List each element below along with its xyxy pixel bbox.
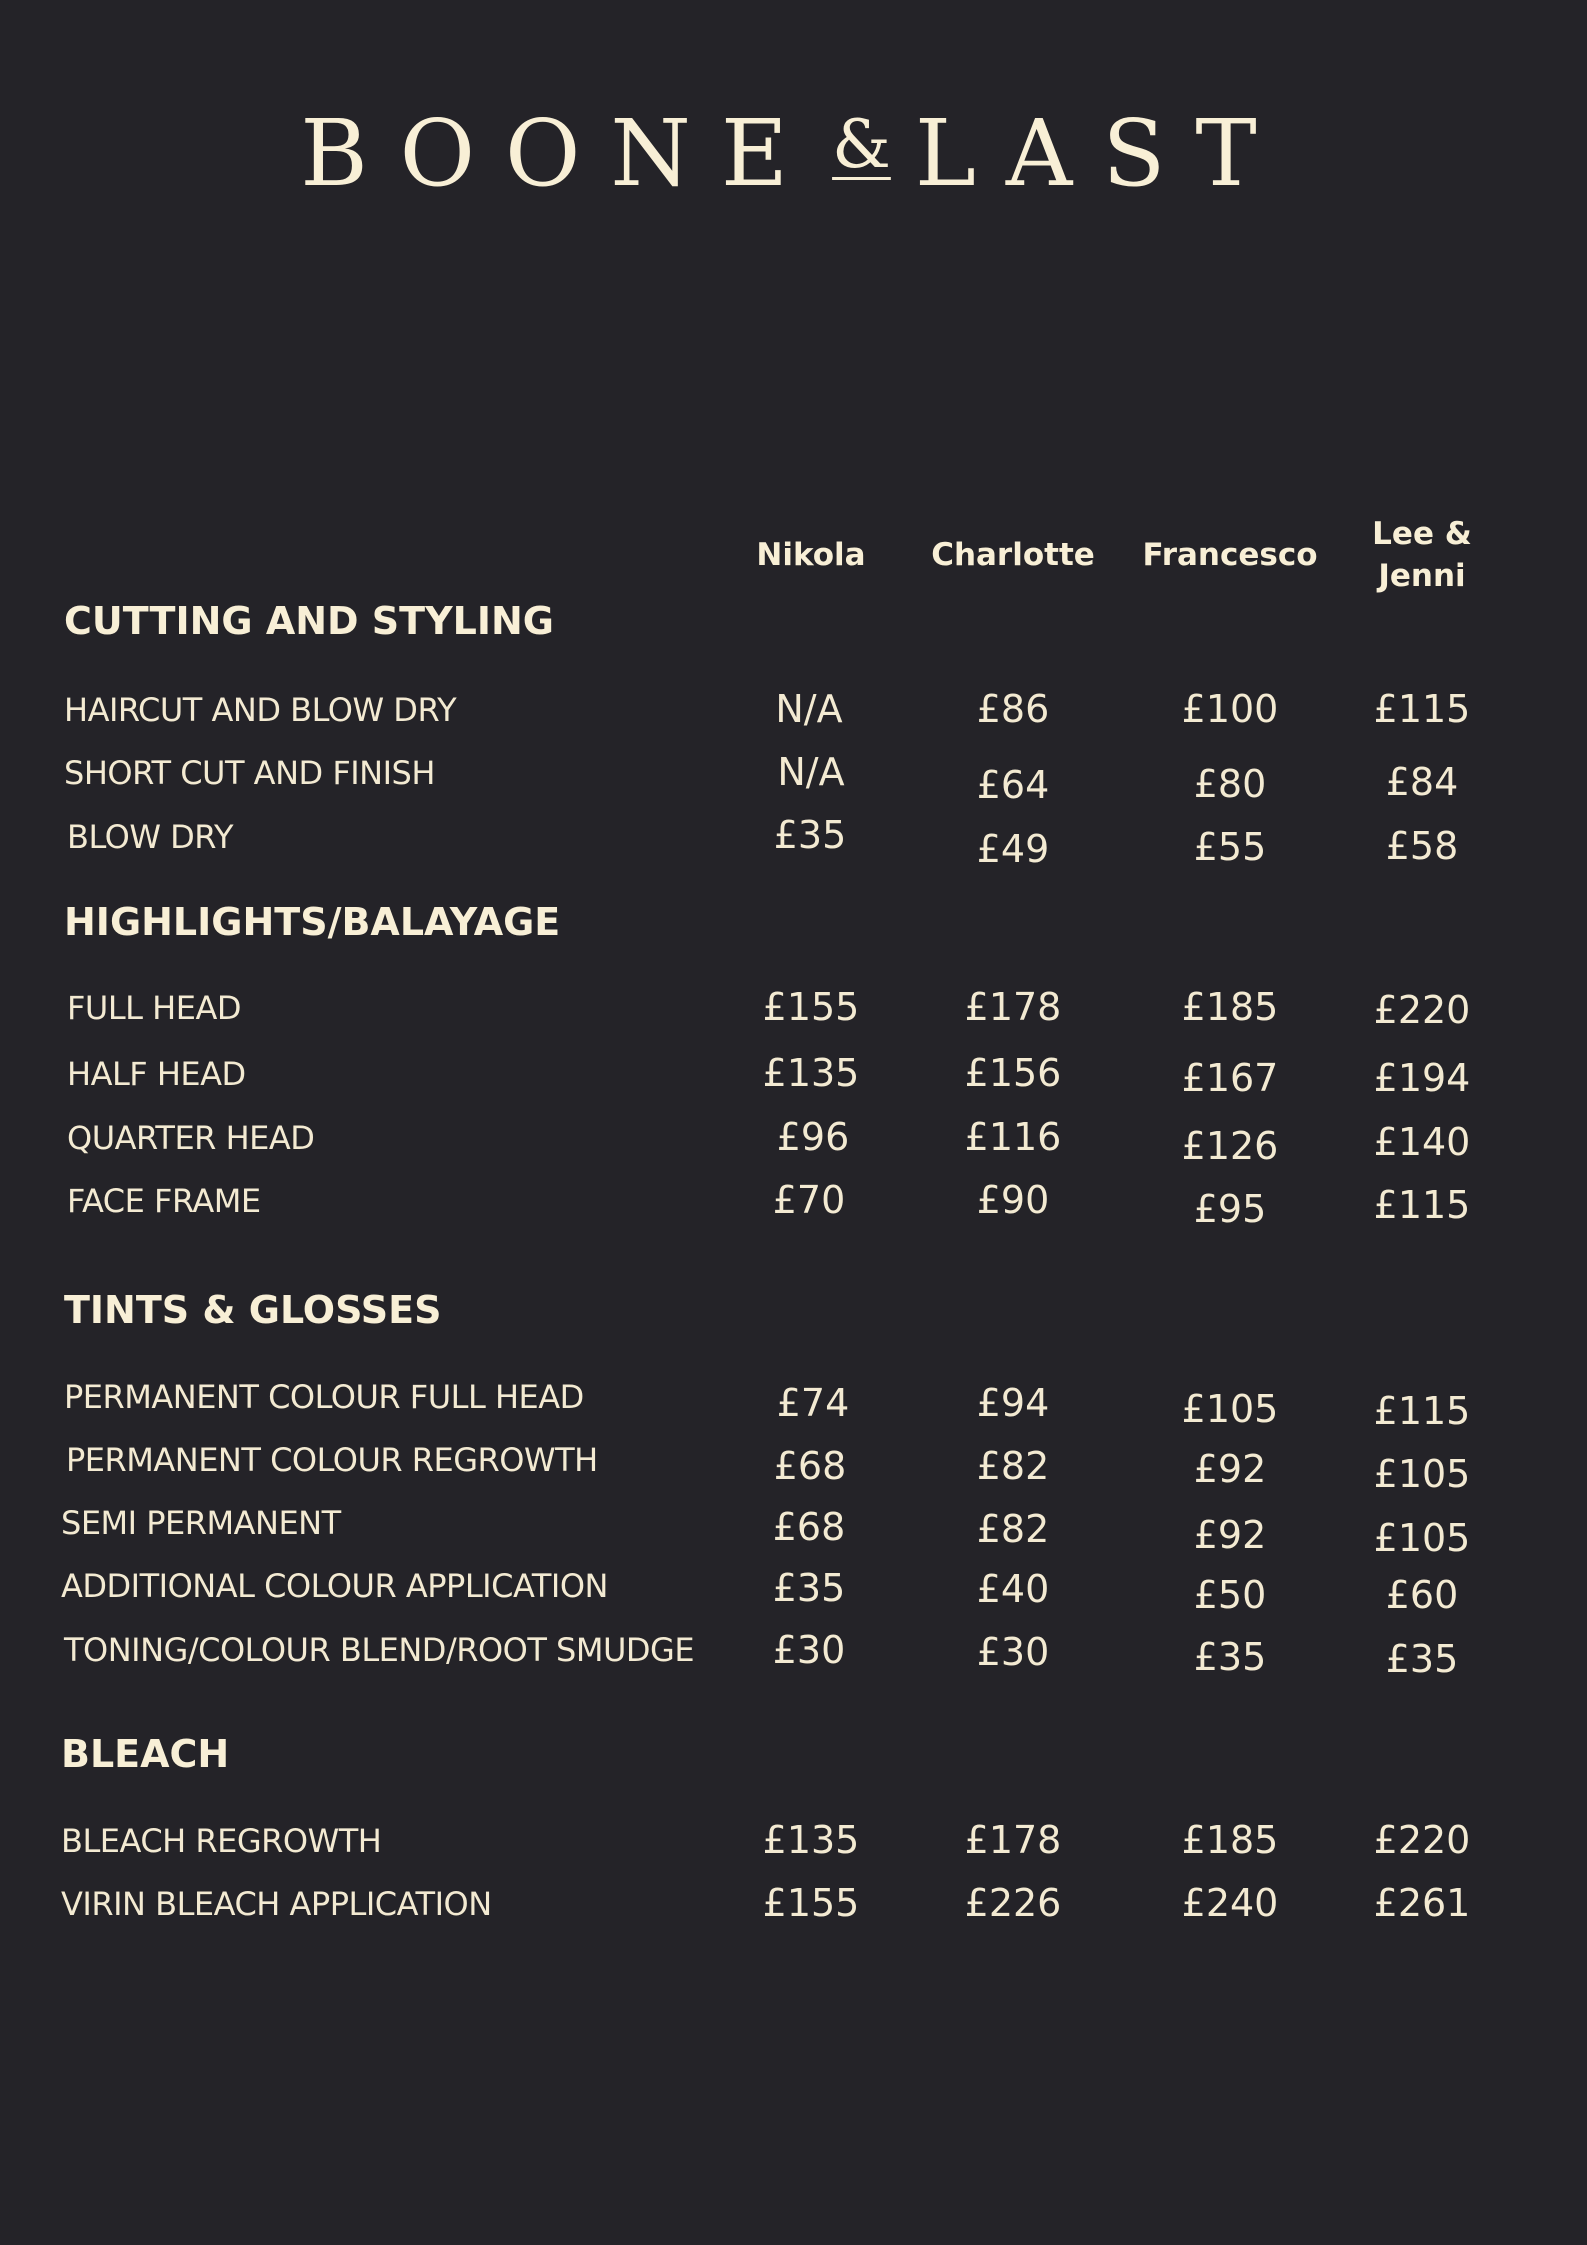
column-header-charlotte: Charlotte: [931, 537, 1095, 573]
section-title-tints-glosses: TINTS & GLOSSES: [64, 1288, 442, 1332]
service-semi-permanent: SEMI PERMANENT: [61, 1504, 341, 1542]
price-francesco: £92: [1193, 1513, 1267, 1557]
price-lee-jenni: £220: [1373, 1818, 1471, 1862]
service-short-cut-finish: SHORT CUT AND FINISH: [64, 754, 435, 792]
service-full-head: FULL HEAD: [67, 989, 241, 1027]
service-face-frame: FACE FRAME: [67, 1182, 261, 1220]
price-nikola: N/A: [777, 750, 845, 794]
service-toning-colour-blend: TONING/COLOUR BLEND/ROOT SMUDGE: [64, 1631, 695, 1669]
price-nikola: £155: [762, 985, 860, 1029]
price-lee-jenni: £140: [1373, 1120, 1471, 1164]
brand-logo: [0, 100, 1587, 207]
section-title-highlights: HIGHLIGHTS/BALAYAGE: [64, 900, 561, 944]
price-charlotte: £90: [976, 1178, 1050, 1222]
price-lee-jenni: £60: [1385, 1573, 1459, 1617]
service-permanent-colour-regrowth: PERMANENT COLOUR REGROWTH: [66, 1441, 598, 1479]
price-charlotte: £86: [976, 687, 1050, 731]
price-lee-jenni: £35: [1385, 1637, 1459, 1681]
price-lee-jenni: £105: [1373, 1516, 1471, 1560]
price-francesco: £105: [1181, 1387, 1279, 1431]
price-charlotte: £49: [976, 827, 1050, 871]
price-lee-jenni: £84: [1385, 760, 1459, 804]
price-charlotte: £178: [964, 985, 1062, 1029]
column-header-nikola: Nikola: [756, 537, 866, 573]
service-quarter-head: QUARTER HEAD: [67, 1119, 315, 1157]
price-francesco: £240: [1181, 1881, 1279, 1925]
price-nikola: £135: [762, 1818, 860, 1862]
price-nikola: N/A: [775, 687, 843, 731]
price-francesco: £80: [1193, 762, 1267, 806]
service-blow-dry: BLOW DRY: [67, 818, 234, 856]
price-charlotte: £178: [964, 1818, 1062, 1862]
price-lee-jenni: £115: [1373, 1389, 1471, 1433]
price-lee-jenni: £220: [1373, 988, 1471, 1032]
service-additional-colour-application: ADDITIONAL COLOUR APPLICATION: [61, 1567, 608, 1605]
service-bleach-regrowth: BLEACH REGROWTH: [61, 1822, 382, 1860]
price-nikola: £68: [772, 1505, 846, 1549]
service-virin-bleach-application: VIRIN BLEACH APPLICATION: [61, 1885, 492, 1923]
price-nikola: £155: [762, 1881, 860, 1925]
price-charlotte: £30: [976, 1630, 1050, 1674]
price-lee-jenni: £115: [1373, 1183, 1471, 1227]
price-charlotte: £116: [964, 1115, 1062, 1159]
price-charlotte: £226: [964, 1881, 1062, 1925]
column-header-lee-jenni: [1322, 513, 1522, 597]
price-francesco: £126: [1181, 1124, 1279, 1168]
price-francesco: £167: [1181, 1056, 1279, 1100]
price-charlotte: £82: [976, 1444, 1050, 1488]
price-francesco: £95: [1193, 1187, 1267, 1231]
price-nikola: £70: [772, 1178, 846, 1222]
section-title-bleach: BLEACH: [61, 1732, 230, 1776]
price-francesco: £50: [1193, 1573, 1267, 1617]
price-charlotte: £64: [976, 763, 1050, 807]
price-charlotte: £156: [964, 1051, 1062, 1095]
price-francesco: £92: [1193, 1447, 1267, 1491]
price-charlotte: £40: [976, 1567, 1050, 1611]
price-francesco: £35: [1193, 1635, 1267, 1679]
brand-name-first: BOONE: [300, 100, 819, 207]
column-header-lee: Lee &: [1372, 516, 1472, 552]
price-francesco: £185: [1181, 1818, 1279, 1862]
price-charlotte: £82: [976, 1507, 1050, 1551]
price-lee-jenni: £261: [1373, 1881, 1471, 1925]
price-lee-jenni: £115: [1373, 687, 1471, 731]
price-nikola: £68: [773, 1444, 847, 1488]
brand-name-second: LAST: [914, 100, 1287, 207]
price-nikola: £35: [773, 813, 847, 857]
price-charlotte: £94: [976, 1381, 1050, 1425]
price-francesco: £185: [1181, 985, 1279, 1029]
section-title-cutting-styling: CUTTING AND STYLING: [64, 599, 554, 643]
column-header-jenni: Jenni: [1378, 558, 1466, 594]
service-haircut-blow-dry: HAIRCUT AND BLOW DRY: [64, 691, 457, 729]
price-lee-jenni: £58: [1385, 824, 1459, 868]
service-half-head: HALF HEAD: [67, 1055, 246, 1093]
price-francesco: £100: [1181, 687, 1279, 731]
price-lee-jenni: £105: [1373, 1452, 1471, 1496]
price-nikola: £30: [772, 1628, 846, 1672]
column-header-francesco: Francesco: [1142, 537, 1318, 573]
brand-ampersand: &: [832, 106, 891, 183]
price-francesco: £55: [1193, 825, 1267, 869]
price-nikola: £135: [762, 1051, 860, 1095]
price-lee-jenni: £194: [1373, 1056, 1471, 1100]
price-nikola: £74: [776, 1381, 850, 1425]
service-permanent-colour-full-head: PERMANENT COLOUR FULL HEAD: [64, 1378, 584, 1416]
price-nikola: £35: [772, 1566, 846, 1610]
price-nikola: £96: [776, 1115, 850, 1159]
